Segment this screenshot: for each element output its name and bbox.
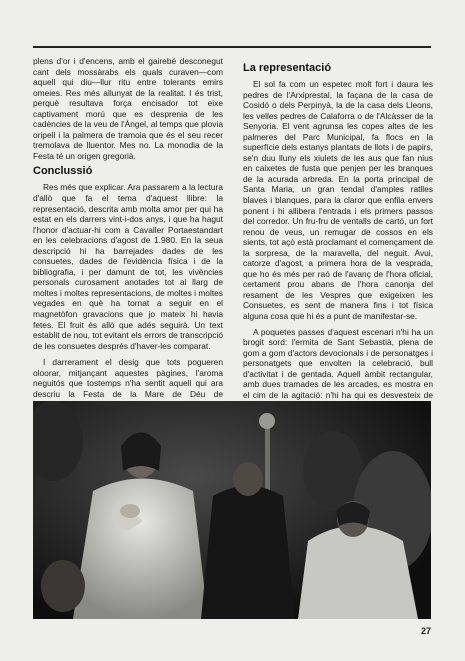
conclusion-heading: Conclussió <box>33 165 93 178</box>
right-column <box>243 62 433 411</box>
left-column <box>33 56 223 410</box>
conclusion-paragraph-2: I darrerament el desig que tots pogueren oloorar, mitjançant aquestes pàgines, l'aroma neguitós que tostemps n'ha sentit aquell qui ara descriu la Festa de la Mare de Déu de <box>33 357 223 399</box>
page-number: 27 <box>420 626 431 636</box>
top-rule <box>33 46 431 48</box>
performers-photo <box>33 401 431 619</box>
conclusion-paragraph-1: Res més que explicar. Ara passarem a la lectura d'allò que fa el tema d'aquest llibre: la representació, descrita amb molta amor per qui ha estat en els darrers vint-i-dos anys, i que ha hagut l'honor d'actuar-hi com a Cavaller Portaestandart en les celebracions d'agost de 1.980. En la seua descripció hi ha barrejades dades de les consuetes, dades de l'evidència física i de la bibliografia, i per damunt de tot, les vivències personals curosament anotades tot al llarg de moltes i moltes representacions, de moltes i moltes vegades en què ha tornat a seguir en el magnetòfon gravacions que jo mateix hi havia fetes. El fruit és allò que adés seguirà. Un text establit de nou, tot evitant els errors de transcripció de les consuetes després d'haver-les comparat. <box>33 182 223 351</box>
representacio-paragraph-1: El sol fa com un espetec molt fort i daura les pedres de l'Arxiprestal, la façana de la casa de Cosidó o dels Perpinyà, la de la casa dels Lleons, les velles pedres de Calaforra o de l'Alcàsser de la Senyoria. El vent agrunsa les copes altes de les palmeres del Parc Municipal, fa flocs en la superfície dels estanys plantats de llots i de papirs, se'n duu lluny els xiulets de les aus que fan nius en caixetes de fusta que penjen per les branques de la acurada arbreda. En la porta principal de Santa Maria, un gran tendal d'amples ratlles blaves i blanques, para la claror que enfila envers ponent i hi allibera l'entrada i els primers passos del corredor. Un fru-fru de ventalls de cartó, un fort renou de veus, un remugar de cossos en els sients, tot açò està proclamant el començament de la sorpresa, de la maravella, del neguit. Avui, catorze d'agost, a primera hora de la vesprada, que ho és més per raó de l'avanç de l'hora oficial, certament prou abans de l'hora canonja del resament de les Vespres que exigeixen les Consuetes, es sent de manera fins i tot física alguna cosa que hi és a punt de manifestar-se. <box>243 79 433 322</box>
representacio-heading: La representació <box>243 62 332 74</box>
intro-paragraph: plens d'or i d'encens, amb el gairebé desconegut cant dels mossàrabs els quals curaven—com aquell qui diu—llur ritu entre tolerants emirs omeies. Res més allunyat de la realitat. I és trist, perquè resultava força encisador tot eixe captivament morú que es desprenia de les cadències de la veu de l'Àngel, al temps que plovia oripell i la palmera de tramoia que és el seu recer tremolava de lluentor. Mes no. La monodia de la Festa té un origen gregorià. <box>33 56 223 161</box>
representacio-paragraph-2: A poquetes passes d'aquest escenari n'hi ha un brogit sord: l'ermita de Sant Sebastià, plena de gom a gom d'actors devocionals i de personatges i personatgets que envolten la celebració, bull d'activitat i de gentada. Aquell àmbit rectangular, amb dues tramades de les arcades, es mostra en el cim de la agitació: n'hi ha qui es desvesteix de <box>243 326 433 400</box>
photo-performers-icon <box>33 401 431 619</box>
